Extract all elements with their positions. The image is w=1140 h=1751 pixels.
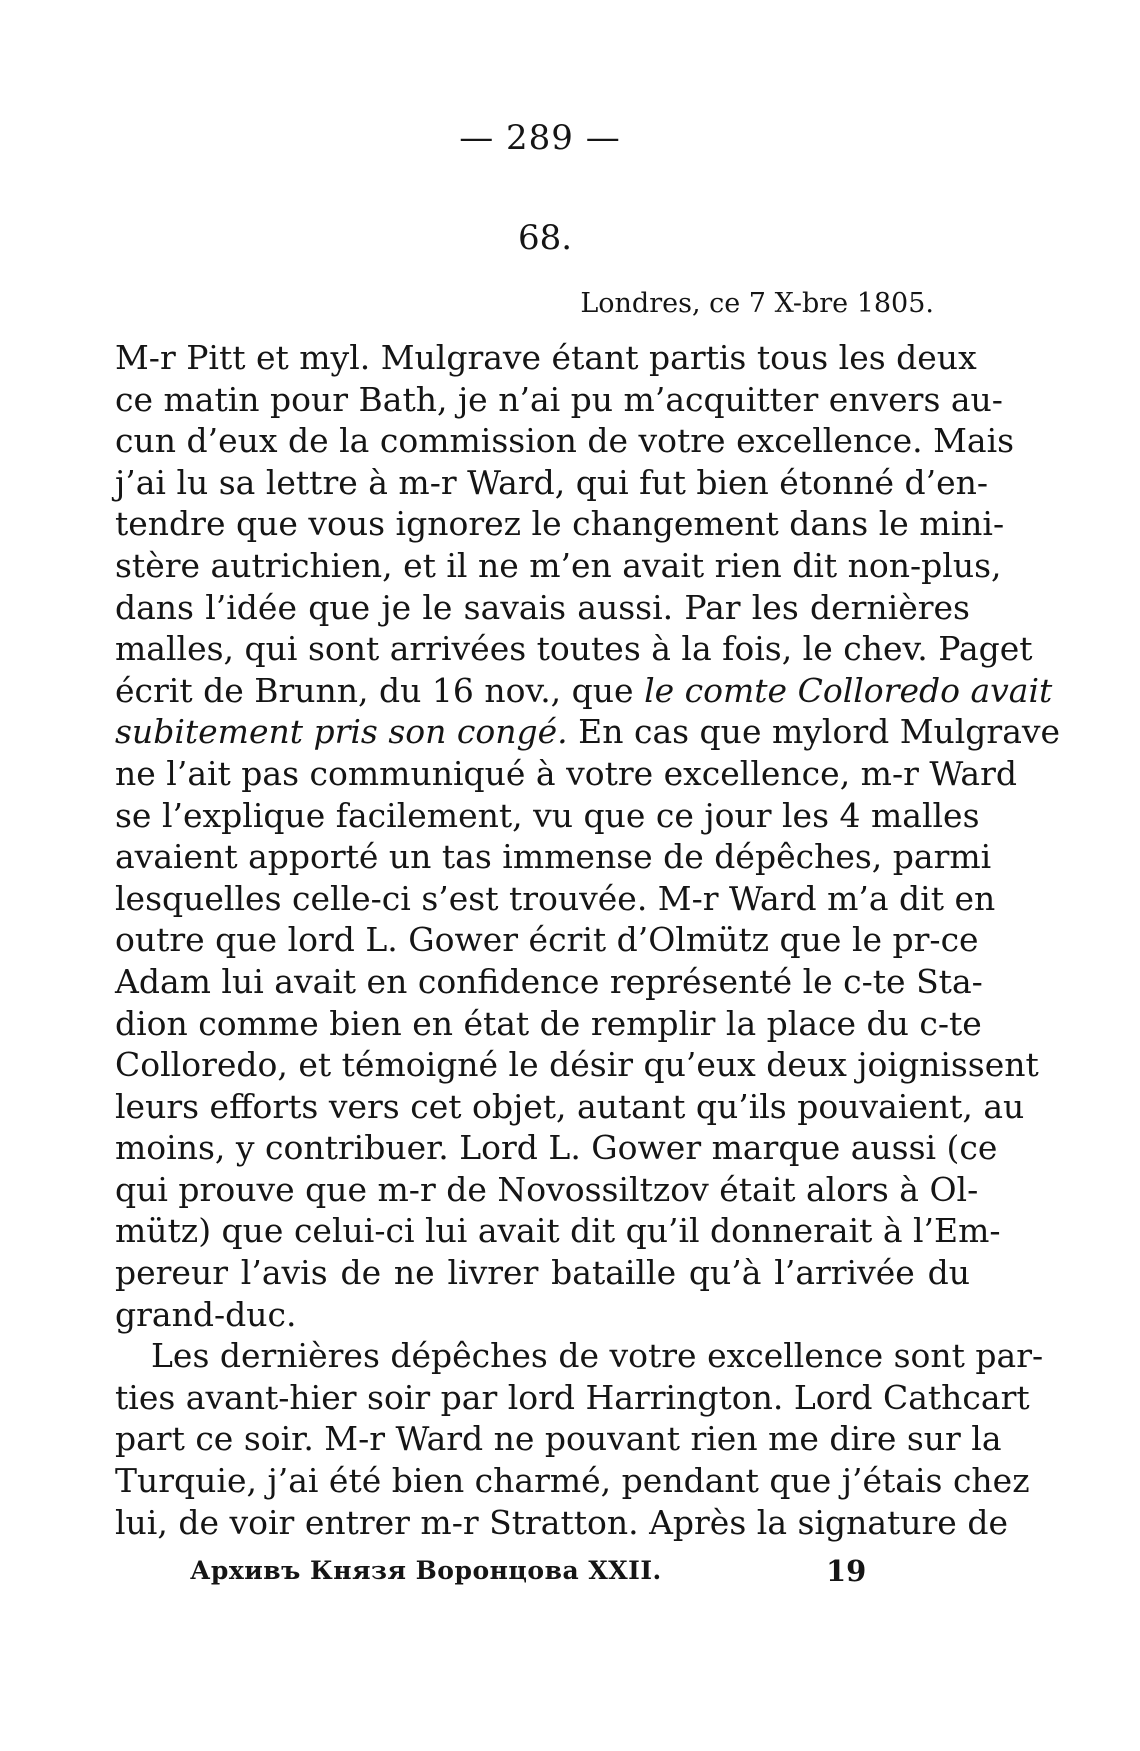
text-line [115,545,1002,587]
text-line [115,1169,979,1211]
text-run: mütz) que celui-ci lui avait dit qu’il donnerait à l’Em- [115,1211,1001,1251]
text-run: dion comme bien en état de remplir la place du c-te [115,1003,982,1043]
text-line [115,711,1061,753]
archive-title: Архивъ Князя Воронцова XXII. [190,1556,662,1585]
text-line [115,1086,1025,1128]
text-run: lui, de voir entrer m-r Stratton. Après la signature de [115,1502,1008,1542]
letter-number: 68. [517,218,573,258]
text-run: grand-duc. [115,1294,297,1334]
text-run: pereur l’avis de ne livrer bataille qu’à l’arrivée du [115,1253,970,1293]
text-line [115,1335,1044,1377]
text-line [115,379,1003,421]
text-run: cun d’eux de la commission de votre excellence. Mais [115,421,1015,461]
text-run: avaient apporté un tas immense de dépêches, parmi [115,837,992,877]
text-line [115,587,970,629]
text-run: ties avant-hier soir par lord Harrington. Lord Cathcart [115,1377,1030,1417]
italic-quote: le comte Colloredo avait [644,670,1053,710]
dateline: Londres, ce 7 X-bre 1805. [580,288,934,319]
text-run: Adam lui avait en confidence représenté le c-te Sta- [115,961,983,1001]
text-run: ne l’ait pas communiqué à votre excellence, m-r Ward [115,753,1018,793]
text-run: ce matin pour Bath, je n’ai pu m’acquitter envers au- [115,379,1003,419]
text-run: M-r Pitt et myl. Mulgrave étant partis tous les deux [115,338,977,377]
signature-mark: 19 [826,1554,867,1588]
text-line [115,670,1053,712]
text-line [115,1502,1008,1544]
text-run: Turquie, j’ai été bien charmé, pendant que j’étais chez [115,1461,1030,1501]
text-line [115,878,996,920]
text-run: stère autrichien, et il ne m’en avait rien dit non-plus, [115,545,1002,585]
text-run: lesquelles celle-ci s’est trouvée. M-r Ward m’a dit en [115,878,996,918]
text-run: tendre que vous ignorez le changement dans le mini- [115,504,1005,544]
text-run: En cas que mylord Mulgrave [567,712,1061,752]
text-run: part ce soir. M-r Ward ne pouvant rien me dire sur la [115,1419,1002,1459]
text-run: se l’explique facilement, vu que ce jour les 4 malles [115,795,980,835]
text-line [115,1377,1030,1419]
text-run: dans l’idée que je le savais aussi. Par les dernières [115,587,970,627]
text-line [115,1294,970,1336]
text-line [115,919,979,961]
text-line [115,836,992,878]
text-line [115,1127,998,1169]
text-line [115,462,989,504]
italic-quote: subitement pris son congé. [115,712,568,752]
page-footer [190,1554,870,1588]
text-run: moins, y contribuer. Lord L. Gower marque aussi (ce [115,1128,998,1168]
text-line [115,1210,1001,1252]
text-line [115,961,983,1003]
text-run: leurs efforts vers cet objet, autant qu’ils pouvaient, au [115,1086,1025,1126]
text-run: Colloredo, et témoigné le désir qu’eux deux joignissent [115,1045,1039,1085]
text-line [115,628,1033,670]
text-line [115,503,1005,545]
text-line [115,753,1018,795]
page-number: — 289 — [459,118,621,158]
text-run: malles, qui sont arrivées toutes à la fois, le chev. Paget [115,629,1033,669]
letter-body [115,337,1061,1543]
text-run: qui prouve que m-r de Novossiltzov était alors à Ol- [115,1169,979,1209]
text-line [115,1252,970,1294]
text-line [115,1003,982,1045]
text-line [115,1044,1039,1086]
text-run: écrit de Brunn, du 16 nov., que [115,670,645,710]
text-line [115,1460,1030,1502]
text-run: Les dernières dépêches de votre excellence sont par- [151,1336,1044,1376]
text-run: outre que lord L. Gower écrit d’Olmütz que le pr-ce [115,920,979,960]
text-run: j’ai lu sa lettre à m-r Ward, qui fut bien étonné d’en- [115,462,989,502]
text-line [115,1418,1002,1460]
text-line [115,420,1015,462]
text-line [115,795,980,837]
text-line [115,337,977,379]
